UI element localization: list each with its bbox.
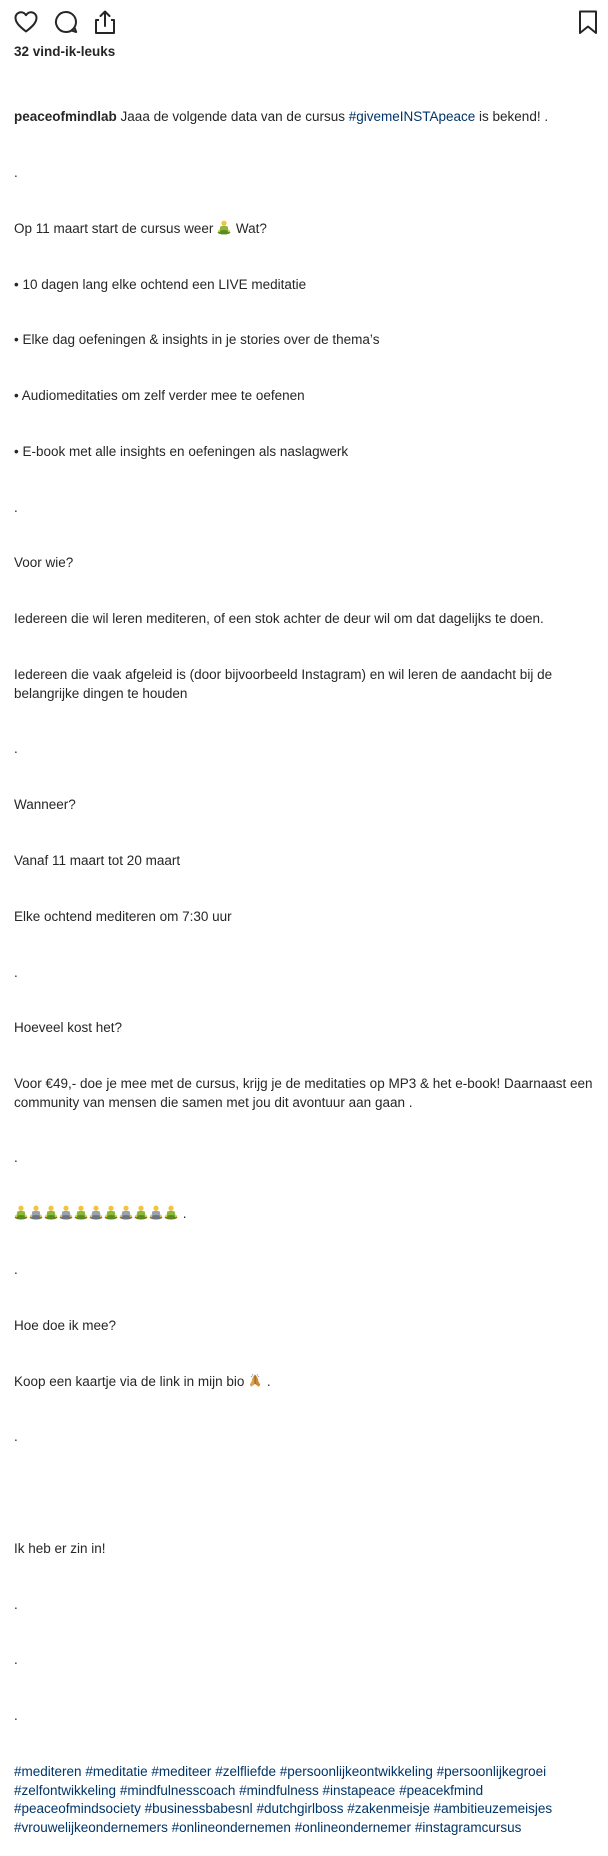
hashtag-link[interactable]: #zakenmeisje <box>347 1801 430 1817</box>
how-question: Hoe doe ik mee? <box>14 1317 117 1333</box>
closing-line: Ik heb er zin in! <box>14 1540 106 1556</box>
emoji-row: . <box>14 1205 598 1224</box>
cost-line-1: Voor €49,- doe je mee met de cursus, krijg je de meditaties op MP3 & het e-book! Daarnaast een community van mensen die samen met jou dit avontuur aan gaan . <box>14 1076 597 1110</box>
dot-line: . <box>14 164 18 180</box>
person-meditating-green-icon <box>217 220 231 235</box>
hashtag-link[interactable]: #onlineondernemer <box>294 1819 412 1835</box>
person-meditating-gray-icon <box>29 1205 43 1220</box>
hashtag-link[interactable]: #dutchgirlboss <box>256 1801 344 1817</box>
hashtag-link[interactable]: #onlineondernemen <box>171 1819 291 1835</box>
hashtag-link[interactable]: #givemeINSTApeace <box>348 109 476 125</box>
person-meditating-green-icon <box>134 1205 148 1220</box>
dot-line: . <box>14 1652 18 1668</box>
cost-question: Hoeveel kost het? <box>14 1020 123 1036</box>
share-icon[interactable] <box>92 8 118 36</box>
who-line-1: Iedereen die wil leren mediteren, of een stok achter de deur wil om dat dagelijks te doen. <box>14 611 544 627</box>
hashtag-link[interactable]: #mediteren <box>14 1764 82 1780</box>
hashtag-link[interactable]: #meditatie <box>85 1764 148 1780</box>
bookmark-icon[interactable] <box>575 8 601 36</box>
hashtag-link[interactable]: #peaceofmindsociety <box>14 1801 141 1817</box>
caption-line-start: Op 11 maart start de cursus weer Wat? <box>14 220 267 236</box>
hashtag-link[interactable]: #businessbabesnl <box>144 1801 253 1817</box>
person-meditating-gray-icon <box>59 1205 73 1220</box>
bullet-3: • Audiomeditaties om zelf verder mee te oefenen <box>14 388 305 404</box>
hashtag-link[interactable]: #persoonlijkeontwikkeling <box>279 1764 433 1780</box>
person-meditating-green-icon <box>74 1205 88 1220</box>
bullet-4: • E-book met alle insights en oefeningen als naslagwerk <box>14 443 349 459</box>
hashtag-link[interactable]: #mediteer <box>151 1764 212 1780</box>
hashtag-block <box>14 1763 598 1837</box>
dot-line: . <box>14 741 18 757</box>
hashtag-link[interactable]: #peacekfmind <box>399 1782 484 1798</box>
hashtag-link[interactable]: #ambitieuzemeisjes <box>433 1801 553 1817</box>
dot-line: . <box>14 1429 18 1445</box>
bullet-2: • Elke dag oefeningen & insights in je stories over de thema’s <box>14 332 380 348</box>
hashtag-link[interactable]: #zelfliefde <box>215 1764 276 1780</box>
hashtag-link[interactable]: #zelfontwikkeling <box>14 1782 117 1798</box>
dot-line: . <box>14 499 18 515</box>
caption-line-intro: peaceofmindlab Jaaa de volgende data van de cursus #givemeINSTApeace is bekend! . <box>14 109 549 125</box>
when-line-2: Elke ochtend mediteren om 7:30 uur <box>14 908 232 924</box>
hashtag-link[interactable]: #vrouwelijkeondernemers <box>14 1819 168 1835</box>
dot-line: . <box>14 1150 18 1166</box>
likes-count[interactable]: 32 vind-ik-leuks <box>14 44 116 59</box>
person-meditating-green-icon <box>104 1205 118 1220</box>
person-meditating-gray-icon <box>89 1205 103 1220</box>
blank-line <box>14 1484 598 1503</box>
person-meditating-green-icon <box>14 1205 28 1220</box>
who-line-2: Iedereen die vaak afgeleid is (door bijvoorbeeld Instagram) en wil leren de aandacht bij de belangrijke dingen te houden <box>14 667 556 701</box>
person-meditating-gray-icon <box>119 1205 133 1220</box>
dot-line: . <box>14 1708 18 1724</box>
hashtag-link[interactable]: #mindfulnesscoach <box>119 1782 236 1798</box>
post-action-bar <box>0 0 608 44</box>
person-meditating-gray-icon <box>149 1205 163 1220</box>
person-meditating-green-icon <box>164 1205 178 1220</box>
praying-hands-icon <box>248 1373 262 1388</box>
dot-line: . <box>14 964 18 980</box>
who-question: Voor wie? <box>14 555 74 571</box>
how-line-1: Koop een kaartje via de link in mijn bio . <box>14 1373 271 1389</box>
dot-line: . <box>14 1596 18 1612</box>
hashtag-link[interactable]: #mindfulness <box>239 1782 319 1798</box>
when-question: Wanneer? <box>14 797 76 813</box>
hashtag-link[interactable]: #instagramcursus <box>414 1819 522 1835</box>
heart-outline-icon[interactable] <box>13 8 39 36</box>
comment-bubble-icon[interactable] <box>53 8 79 36</box>
person-meditating-green-icon <box>44 1205 58 1220</box>
when-line-1: Vanaf 11 maart tot 20 maart <box>14 852 181 868</box>
bullet-1: • 10 dagen lang elke ochtend een LIVE meditatie <box>14 276 307 292</box>
hashtag-link[interactable]: #persoonlijkegroei <box>436 1764 547 1780</box>
hashtag-link[interactable]: #instapeace <box>322 1782 396 1798</box>
dot-line: . <box>14 1262 18 1277</box>
post-caption <box>14 71 598 1856</box>
username-link[interactable]: peaceofmindlab <box>14 109 117 125</box>
